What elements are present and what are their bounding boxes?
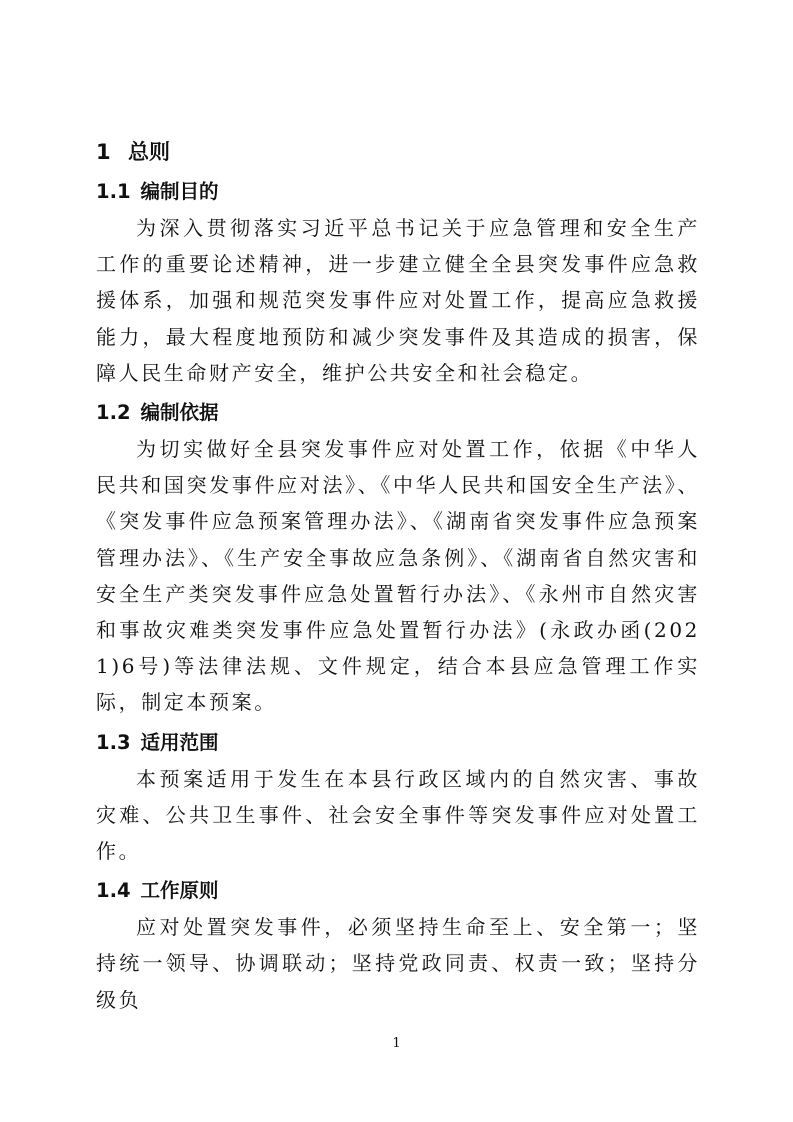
section-title: 编制依据 (140, 401, 219, 425)
section-title: 工作原则 (140, 879, 219, 903)
chapter-heading (96, 134, 700, 170)
section-heading-1-1 (96, 174, 700, 210)
paragraph-scope: 本预案适用于发生在本县行政区域内的自然灾害、事故灾难、公共卫生事件、社会安全事件等突发事件应对处置工作。 (96, 766, 700, 864)
chapter-title: 总则 (128, 140, 170, 164)
section-number: 1.1 (96, 180, 131, 203)
section-number: 1.3 (96, 730, 131, 754)
section-title: 编制目的 (140, 180, 219, 203)
section-number: 1.2 (96, 401, 131, 425)
section-number: 1.4 (96, 879, 131, 903)
section-heading-1-4 (96, 873, 700, 909)
section-heading-1-2 (96, 395, 700, 431)
section-title: 适用范围 (140, 730, 219, 754)
paragraph-purpose: 为深入贯彻落实习近平总书记关于应急管理和安全生产工作的重要论述精神，进一步建立健全全县突发事件应急救援体系，加强和规范突发事件应对处置工作，提高应急救援能力，最大程度地预防和减少突发事件及其造成的损害，保障人民生命财产安全，维护公共安全和社会稳定。 (96, 216, 700, 385)
paragraph-basis: 为切实做好全县突发事件应对处置工作，依据《中华人民共和国突发事件应对法》、《中华人民共和国安全生产法》、《突发事件应急预案管理办法》、《湖南省突发事件应急预案管理办法》、《生产安全事故应急条例》、《湖南省自然灾害和安全生产类突发事件应急处置暂行办法》、《永州市自然灾害和事故灾难类突发事件应急处置暂行办法》(永政办函(2021)6号)等法律法规、文件规定，结合本县应急管理工作实际，制定本预案。 (96, 437, 700, 715)
chapter-number: 1 (96, 140, 111, 164)
page-number: 1 (392, 1036, 401, 1051)
document-body (96, 134, 700, 1018)
section-heading-1-3 (96, 725, 700, 761)
paragraph-principles: 应对处置突发事件，必须坚持生命至上、安全第一；坚持统一领导、协调联动；坚持党政同责、权责一致；坚持分级负 (96, 915, 700, 1012)
